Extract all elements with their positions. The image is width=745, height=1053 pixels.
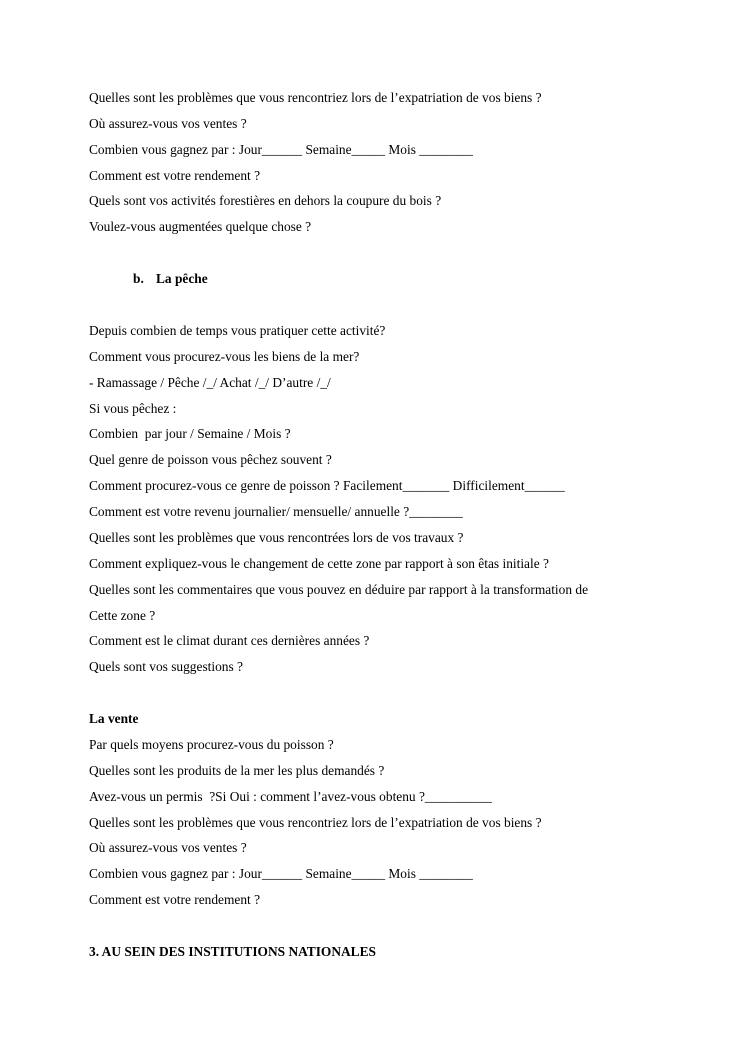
question-line: Combien par jour / Semaine / Mois ? bbox=[89, 426, 291, 441]
vente-heading: La vente bbox=[89, 711, 139, 726]
question-line: Comment est le climat durant ces dernières années ? bbox=[89, 633, 370, 648]
question-line: Si vous pêchez : bbox=[89, 401, 177, 416]
question-line: Quelles sont les problèmes que vous rencontriez lors de l’expatriation de vos biens ? bbox=[89, 815, 542, 830]
question-line: Où assurez-vous vos ventes ? bbox=[89, 116, 247, 131]
question-line: - Ramassage / Pêche /_/ Achat /_/ D’autre /_/ bbox=[89, 375, 331, 390]
peche-heading-title: La pêche bbox=[156, 271, 208, 286]
peche-heading bbox=[133, 271, 208, 287]
question-line: Comment est votre rendement ? bbox=[89, 892, 261, 907]
question-line: Avez-vous un permis ?Si Oui : comment l’avez-vous obtenu ?__________ bbox=[89, 789, 492, 804]
question-line: Quels sont vos activités forestières en dehors la coupure du bois ? bbox=[89, 193, 442, 208]
question-line: Quelles sont les commentaires que vous pouvez en déduire par rapport à la transformation de bbox=[89, 582, 589, 597]
question-line: Comment expliquez-vous le changement de cette zone par rapport à son êtas initiale ? bbox=[89, 556, 549, 571]
question-line: Où assurez-vous vos ventes ? bbox=[89, 840, 247, 855]
question-line: Comment est votre revenu journalier/ mensuelle/ annuelle ?________ bbox=[89, 504, 463, 519]
question-line: Quels sont vos suggestions ? bbox=[89, 659, 243, 674]
question-line: Quelles sont les produits de la mer les plus demandés ? bbox=[89, 763, 385, 778]
question-line: Comment procurez-vous ce genre de poisson ? Facilement_______ Difficilement______ bbox=[89, 478, 565, 493]
question-line: Combien vous gagnez par : Jour______ Semaine_____ Mois ________ bbox=[89, 142, 473, 157]
question-line: Depuis combien de temps vous pratiquer cette activité? bbox=[89, 323, 386, 338]
question-line: Comment vous procurez-vous les biens de la mer? bbox=[89, 349, 360, 364]
question-line: Quelles sont les problèmes que vous rencontriez lors de l’expatriation de vos biens ? bbox=[89, 90, 542, 105]
peche-heading-marker: b. bbox=[133, 271, 144, 286]
question-line: Quelles sont les problèmes que vous rencontrées lors de vos travaux ? bbox=[89, 530, 464, 545]
question-line: Quel genre de poisson vous pêchez souvent ? bbox=[89, 452, 332, 467]
question-line: Combien vous gagnez par : Jour______ Semaine_____ Mois ________ bbox=[89, 866, 473, 881]
section-3-heading: 3. AU SEIN DES INSTITUTIONS NATIONALES bbox=[89, 944, 376, 959]
question-line: Voulez-vous augmentées quelque chose ? bbox=[89, 219, 312, 234]
question-line: Comment est votre rendement ? bbox=[89, 168, 261, 183]
question-line: Cette zone ? bbox=[89, 608, 156, 623]
question-line: Par quels moyens procurez-vous du poisson ? bbox=[89, 737, 334, 752]
